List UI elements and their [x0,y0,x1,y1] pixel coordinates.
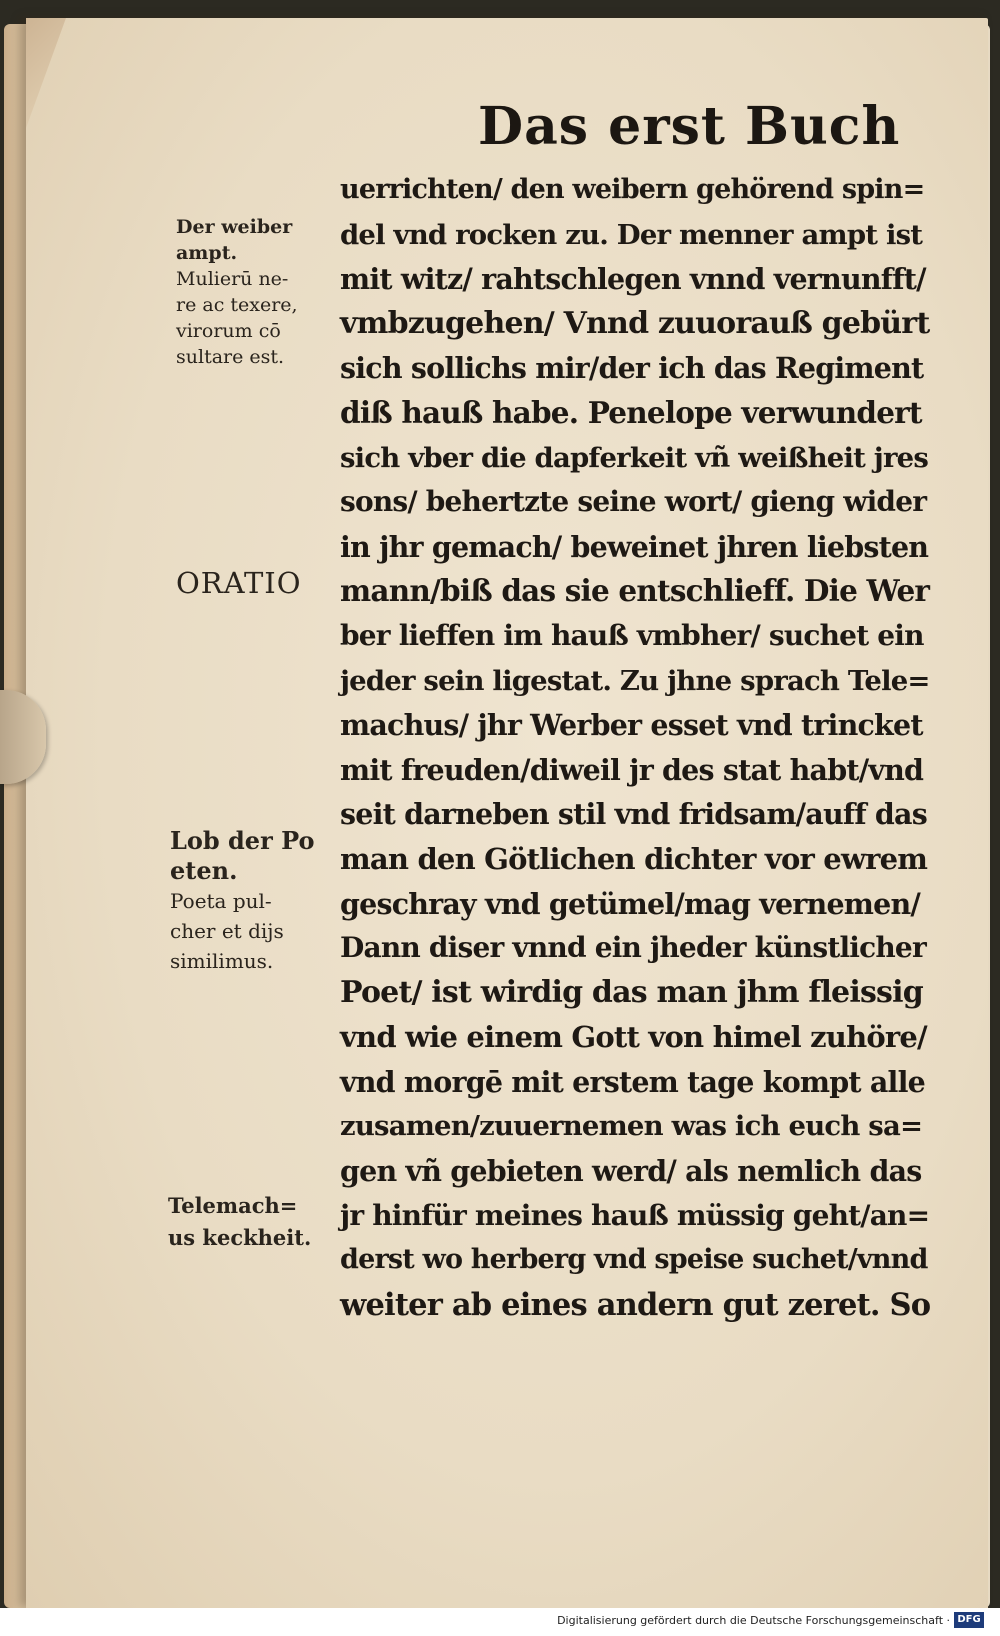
margin-note-telemachus [168,1190,311,1254]
text-line: weiter ab eines andern gut zeret. So [340,1286,931,1323]
margin-note-line: Mulierū ne- [176,268,289,290]
margin-note-line: eten. [170,856,238,885]
text-line: del vnd rocken zu. Der menner ampt ist [340,218,923,251]
margin-note-line: sultare est. [176,346,285,368]
text-line: gen vñ gebieten werd/ als nemlich das [340,1154,922,1189]
text-line: sich sollichs mir/der ich das Regiment [340,351,924,386]
text-line: diß hauß habe. Penelope verwundert [340,394,922,430]
text-line: mit witz/ rahtschlegen vnnd vernunfft/ [340,262,926,297]
text-line: geschray vnd getümel/mag vernemen/ [340,886,920,921]
margin-note-line: Lob der Po [170,826,315,855]
text-line: sich vber die dapferkeit vñ weißheit jres [340,441,929,474]
margin-note-lob-der-poeten [170,826,314,976]
running-head: Das erst Buch [478,96,901,157]
margin-note-line: Der weiber [176,216,293,238]
text-line: Dann diser vnnd ein jheder künstlicher [340,931,926,965]
text-line: vnd wie einem Gott von himel zuhöre/ [340,1020,927,1055]
text-line: zusamen/zuuernemen was ich euch sa= [340,1110,923,1143]
margin-note-line: ampt. [176,242,238,264]
margin-note-line: Poeta pul- [170,889,272,913]
margin-note-weiber-ampt [176,214,298,370]
text-line: in jhr gemach/ beweinet jhren liebsten [340,529,929,564]
text-line: seit darneben stil vnd fridsam/auff das [340,797,927,832]
margin-note-line: re ac texere, [176,294,298,316]
text-line: mann/biß das sie entschlieff. Die Wer [340,573,930,609]
margin-note-line: virorum cō [176,320,281,342]
text-line: Poet/ ist wirdig das man jhm fleissig [340,974,923,1010]
margin-note-line: similimus. [170,949,274,973]
text-line: vnd morgē mit erstem tage kompt alle [340,1064,925,1099]
margin-note-line: us keckheit. [168,1225,312,1250]
text-line: sons/ behertzte seine wort/ gieng wider [340,485,927,519]
text-line: machus/ jhr Werber esset vnd trincket [340,708,923,743]
text-line: mit freuden/diweil jr des stat habt/vnd [340,752,924,787]
digitization-credit: Digitalisierung gefördert durch die Deutsche Forschungsgemeinschaft · [557,1614,950,1627]
text-line: jeder sein ligestat. Zu jhne sprach Tele= [340,664,930,697]
text-line: vmbzugehen/ Vnnd zuuorauß gebürt [340,305,930,341]
text-line: man den Götlichen dichter vor ewrem [340,841,928,876]
text-line: derst wo herberg vnd speise suchet/vnnd [340,1244,928,1276]
text-line: jr hinfür meines hauß müssig geht/an= [340,1198,930,1232]
margin-note-line: cher et dijs [170,919,284,943]
body-text [340,168,930,1327]
margin-note-line: Telemach= [168,1193,298,1218]
text-line: ber lieffen im hauß vmbher/ suchet ein [340,618,924,652]
dfg-logo: DFG [954,1612,984,1628]
text-line: uerrichten/ den weibern gehörend spin= [340,174,925,205]
margin-note-oratio [176,566,302,600]
margin-note-line: ORATIO [176,566,302,600]
